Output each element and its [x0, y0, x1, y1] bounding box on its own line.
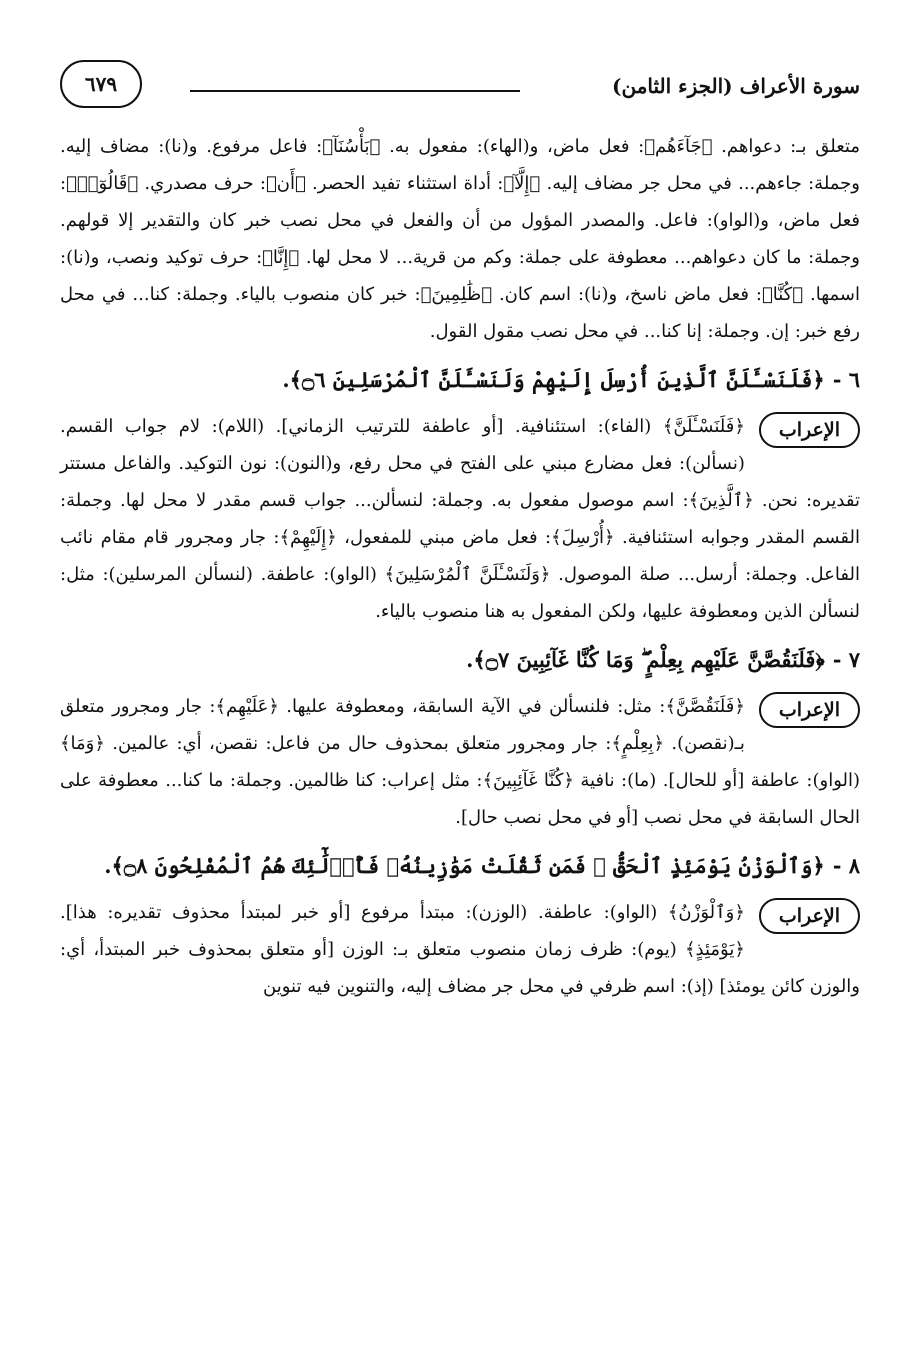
verse-number: ٨ - — [832, 853, 860, 878]
page-content — [60, 128, 860, 1005]
verse-number: ٧ - — [832, 647, 860, 672]
verse-number: ٦ - — [832, 367, 860, 392]
irab-section-7 — [60, 688, 860, 836]
irab-text: ﴿فَلَنَسْـَٔلَنَّ﴾ (الفاء): استئنافية. [أو عاطفة للترتيب الزماني]. (اللام): لام جواب القسم. (نسألن): فعل مضارع مبني على الفتح في محل رفع، و(النون): نون التوكيد. والفاعل مستتر تقديره: نحن. ﴿ٱلَّذِينَ﴾: اسم موصول مفعول به. وجملة: لنسألن... جواب قسم مقدر لا محل لها. وجملة: القسم المقدر وجوابه استئنافية. ﴿أُرْسِلَ﴾: فعل ماض مبني للمفعول، ﴿إِلَيْهِمْ﴾: جار ومجرور قام مقام نائب الفاعل. وجملة: أرسل... صلة الموصول. ﴿وَلَنَسْـَٔلَنَّ ٱلْمُرْسَلِينَ﴾ (الواو): عاطفة. (لنسألن المرسلين): مثل: لنسألن الذين ومعطوفة عليها، ولكن المفعول به هنا منصوب بالياء. — [60, 416, 860, 622]
header-rule — [190, 90, 520, 92]
verse-text: ﴿فَلَنَسْـَٔلَنَّ ٱلَّذِينَ أُرْسِلَ إِلَيْهِمْ وَلَنَسْـَٔلَنَّ ٱلْمُرْسَلِينَ ۝٦﴾. — [282, 367, 825, 392]
irab-label: الإعراب — [759, 412, 860, 448]
verse-text: ﴿وَٱلْوَزْنُ يَوْمَئِذٍ ٱلْحَقُّ ۚ فَمَن ثَقُلَتْ مَوَٰزِينُهُۥ فَأُو۟لَٰٓئِكَ هُمُ ٱلْمُفْلِحُونَ ۝٨﴾. — [104, 853, 825, 878]
page-header — [60, 52, 860, 112]
irab-label: الإعراب — [759, 898, 860, 934]
page-number: ٦٧٩ — [60, 60, 142, 108]
verse-7 — [60, 640, 860, 680]
irab-section-8 — [60, 894, 860, 1005]
verse-text: ﴿فَلَنَقُصَّنَّ عَلَيْهِم بِعِلْمٍ ۖ وَمَا كُنَّا غَآئِبِينَ ۝٧﴾. — [466, 647, 825, 672]
verse-8 — [60, 846, 860, 886]
irab-text: ﴿فَلَنَقُصَّنَّ﴾: مثل: فلنسألن في الآية السابقة، ومعطوفة عليها. ﴿عَلَيْهِم﴾: جار ومجرور متعلق بـ(نقصن). ﴿بِعِلْمٍ﴾: جار ومجرور متعلق بمحذوف حال من فاعل: نقصن، أي: عالمين. ﴿وَمَا﴾ (الواو): عاطفة [أو للحال]. (ما): نافية ﴿كُنَّا غَآئِبِينَ﴾: مثل إعراب: كنا ظالمين. وجملة: ما كنا... معطوفة على الحال السابقة في محل نصب [أو في محل نصب حال]. — [60, 696, 860, 828]
irab-section-6 — [60, 408, 860, 630]
intro-paragraph: متعلق بـ: دعواهم. ﴿جَآءَهُم﴾: فعل ماض، و(الهاء): مفعول به. ﴿بَأْسُنَآ﴾: فاعل مرفوع. و(نا): مضاف إليه. وجملة: جاءهم... في محل جر مضاف إليه. ﴿إِلَّآ﴾: أداة استثناء تفيد الحصر. ﴿أَن﴾: حرف مصدري. ﴿قَالُوٓا۟﴾: فعل ماض، و(الواو): فاعل. والمصدر المؤول من أن والفعل في محل نصب خبر كان والتقدير إلا قولهم. وجملة: ما كان دعواهم... معطوفة على جملة: وكم من قرية... لا محل لها. ﴿إِنَّا﴾: حرف توكيد ونصب، و(نا): اسمها. ﴿كُنَّا﴾: فعل ماض ناسخ، و(نا): اسم كان. ﴿ظَٰلِمِينَ﴾: خبر كان منصوب بالياء. وجملة: كنا... في محل رفع خبر: إن. وجملة: إنا كنا... في محل نصب مقول القول. — [60, 136, 860, 342]
verse-6 — [60, 360, 860, 400]
running-title: سورة الأعراف (الجزء الثامن) — [612, 74, 860, 98]
irab-label: الإعراب — [759, 692, 860, 728]
irab-text: ﴿وَٱلْوَزْنُ﴾ (الواو): عاطفة. (الوزن): مبتدأ مرفوع [أو خبر لمبتدأ محذوف تقديره: هذا]. ﴿يَوْمَئِذٍ﴾ (يوم): ظرف زمان منصوب متعلق بـ: الوزن [أو متعلق بمحذوف خبر المبتدأ، أي: والوزن كائن يومئذ] (إذ): اسم ظرفي في محل جر مضاف إليه، والتنوين فيه تنوين — [60, 902, 860, 997]
